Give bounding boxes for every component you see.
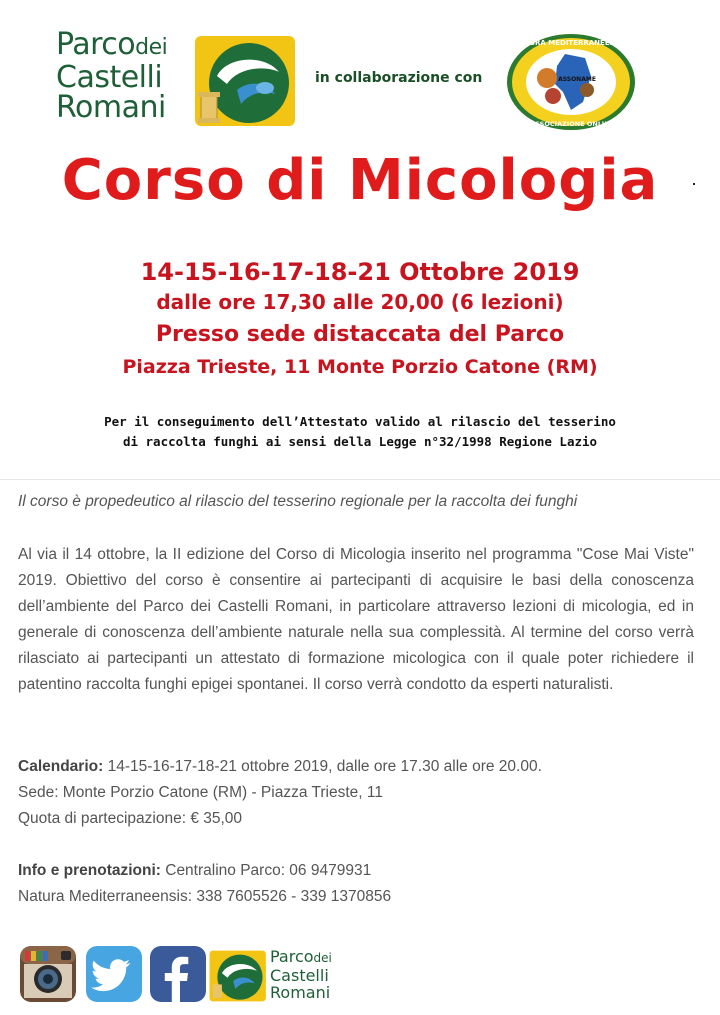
- divider: [0, 479, 720, 480]
- info-line: [18, 862, 371, 880]
- event-venue: Presso sede distaccata del Parco: [155, 322, 565, 347]
- event-dates: 14-15-16-17-18-21 Ottobre 2019: [140, 258, 580, 286]
- intro-text: Il corso è propedeutico al rilascio del tesserino regionale per la raccolta dei funghi: [18, 493, 578, 510]
- facebook-icon[interactable]: [150, 946, 206, 1002]
- natura-line: Natura Mediterraneensis: 338 7605526 - 339 1370856: [18, 888, 392, 905]
- calendar-label: Calendario:: [18, 758, 104, 775]
- park-name-romani: Romani: [56, 90, 166, 125]
- park-name-castelli: Castelli: [56, 60, 163, 95]
- info-label: Info e prenotazioni:: [18, 862, 161, 879]
- attestato-line-1: Per il conseguimento dell’Attestato valido al rilascio del tesserino: [104, 414, 616, 429]
- footer-park-logo-icon: [205, 950, 267, 1002]
- decorative-dot: [693, 183, 695, 185]
- footer-park-name: [270, 948, 332, 1001]
- page-title: Corso di Micologia: [61, 148, 659, 213]
- calendar-value: 14-15-16-17-18-21 ottobre 2019, dalle ore 17.30 alle ore 20.00.: [103, 758, 542, 775]
- twitter-icon[interactable]: [86, 946, 142, 1002]
- collaboration-label: in collaborazione con: [315, 70, 483, 86]
- badge-center-text: ASSONAME: [558, 76, 596, 83]
- instagram-icon[interactable]: [20, 946, 76, 1002]
- attestato-line-2: di raccolta funghi ai sensi della Legge n°32/1998 Regione Lazio: [122, 434, 598, 449]
- footer-park-name-dei: dei: [313, 951, 332, 965]
- calendar-line: [18, 758, 542, 776]
- event-hours: dalle ore 17,30 alle 20,00 (6 lezioni): [156, 290, 564, 314]
- footer-park-name-parco: Parco: [270, 947, 314, 966]
- park-name-parco: Parco: [56, 27, 136, 62]
- event-address: Piazza Trieste, 11 Monte Porzio Catone (RM): [122, 356, 598, 378]
- info-value: Centralino Parco: 06 9479931: [160, 862, 372, 879]
- body-paragraph: Al via il 14 ottobre, la II edizione del Corso di Micologia inserito nel programma "Cose Mai Viste" 2019. Obiettivo del corso è consentire ai partecipanti di acquisire le basi della conoscenza dell’ambiente del Parco dei Castelli Romani, in particolare attraverso lezioni di micologia, ed in generale di conoscenza dell’ambiente naturale nella sua complessità. Al termine del corso verrà rilasciato ai partecipanti un attestato di formazione micologica con il quale poter richiedere il patentino raccolta funghi epigei spontanei. Il corso verrà condotto da esperti naturalisti.: [18, 546, 694, 693]
- footer-park-name-romani: Romani: [270, 983, 331, 1002]
- footer-park-name-castelli: Castelli: [270, 966, 329, 985]
- sede-line: Sede: Monte Porzio Catone (RM) - Piazza Trieste, 11: [18, 784, 383, 801]
- park-logo-text: [56, 27, 168, 125]
- quota-line: Quota di partecipazione: € 35,00: [18, 810, 243, 827]
- park-logo-icon: [187, 36, 297, 126]
- association-badge: [505, 32, 637, 132]
- park-name-dei: dei: [135, 35, 168, 60]
- badge-bottom-text: ASSOCIAZIONE ONLUS: [530, 120, 612, 128]
- badge-top-text: NATURA MEDITERRANEENSIS: [513, 39, 629, 47]
